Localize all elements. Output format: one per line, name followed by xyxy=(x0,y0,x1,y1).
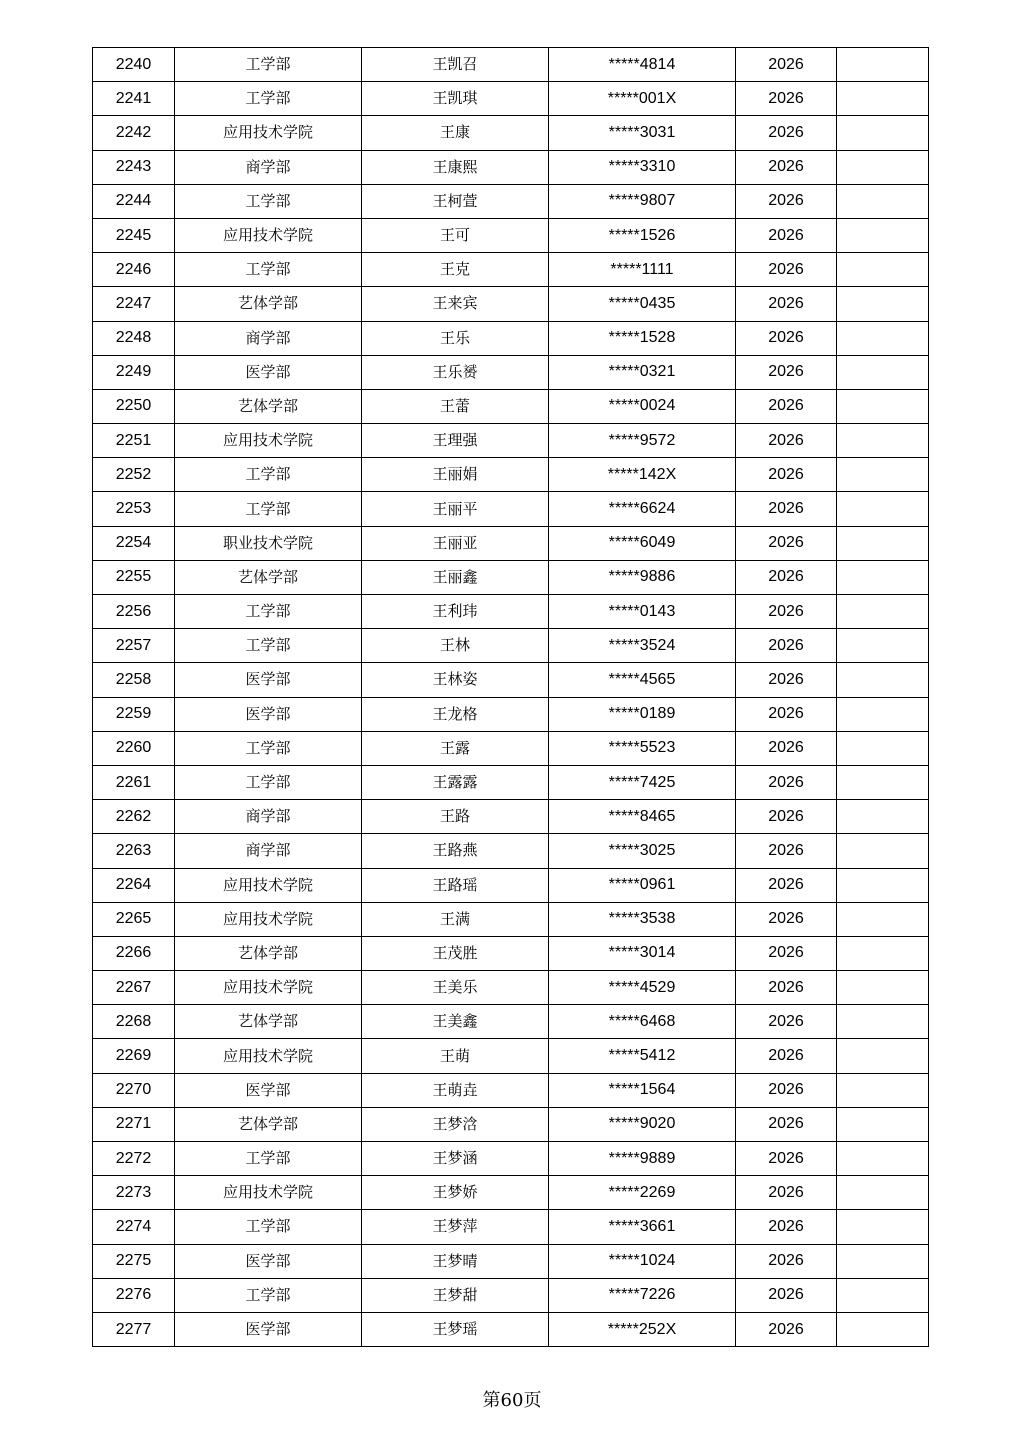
student-name-cell: 王露 xyxy=(362,731,549,765)
year-cell: 2026 xyxy=(736,595,837,629)
department-cell: 艺体学部 xyxy=(175,1005,362,1039)
table-row xyxy=(93,458,929,492)
department-cell: 应用技术学院 xyxy=(175,116,362,150)
table-row xyxy=(93,765,929,799)
id-number-cell: *****3025 xyxy=(549,834,736,868)
row-number-cell: 2255 xyxy=(93,560,175,594)
department-cell: 应用技术学院 xyxy=(175,868,362,902)
department-cell: 工学部 xyxy=(175,253,362,287)
table-row xyxy=(93,1005,929,1039)
year-cell: 2026 xyxy=(736,82,837,116)
id-number-cell: *****9572 xyxy=(549,424,736,458)
student-name-cell: 王萌 xyxy=(362,1039,549,1073)
row-number-cell: 2267 xyxy=(93,971,175,1005)
remark-cell xyxy=(837,389,929,423)
year-cell: 2026 xyxy=(736,1210,837,1244)
row-number-cell: 2245 xyxy=(93,218,175,252)
id-number-cell: *****3661 xyxy=(549,1210,736,1244)
year-cell: 2026 xyxy=(736,1142,837,1176)
department-cell: 工学部 xyxy=(175,492,362,526)
table-row xyxy=(93,1142,929,1176)
department-cell: 工学部 xyxy=(175,184,362,218)
row-number-cell: 2265 xyxy=(93,902,175,936)
row-number-cell: 2264 xyxy=(93,868,175,902)
table-row xyxy=(93,492,929,526)
table-row xyxy=(93,1312,929,1346)
row-number-cell: 2261 xyxy=(93,765,175,799)
student-name-cell: 王龙格 xyxy=(362,697,549,731)
row-number-cell: 2276 xyxy=(93,1278,175,1312)
year-cell: 2026 xyxy=(736,116,837,150)
department-cell: 应用技术学院 xyxy=(175,971,362,1005)
remark-cell xyxy=(837,1210,929,1244)
student-name-cell: 王林姿 xyxy=(362,663,549,697)
year-cell: 2026 xyxy=(736,1244,837,1278)
remark-cell xyxy=(837,253,929,287)
id-number-cell: *****4814 xyxy=(549,48,736,82)
remark-cell xyxy=(837,629,929,663)
table-row xyxy=(93,184,929,218)
table-row xyxy=(93,1278,929,1312)
table-row xyxy=(93,218,929,252)
remark-cell xyxy=(837,971,929,1005)
department-cell: 应用技术学院 xyxy=(175,1039,362,1073)
row-number-cell: 2250 xyxy=(93,389,175,423)
department-cell: 艺体学部 xyxy=(175,287,362,321)
year-cell: 2026 xyxy=(736,1176,837,1210)
year-cell: 2026 xyxy=(736,355,837,389)
id-number-cell: *****9807 xyxy=(549,184,736,218)
row-number-cell: 2244 xyxy=(93,184,175,218)
remark-cell xyxy=(837,902,929,936)
id-number-cell: *****3538 xyxy=(549,902,736,936)
department-cell: 工学部 xyxy=(175,1278,362,1312)
department-cell: 艺体学部 xyxy=(175,1107,362,1141)
table-row xyxy=(93,936,929,970)
row-number-cell: 2277 xyxy=(93,1312,175,1346)
remark-cell xyxy=(837,184,929,218)
student-name-cell: 王梦甜 xyxy=(362,1278,549,1312)
remark-cell xyxy=(837,492,929,526)
table-row xyxy=(93,868,929,902)
department-cell: 工学部 xyxy=(175,765,362,799)
id-number-cell: *****0189 xyxy=(549,697,736,731)
student-name-cell: 王柯萱 xyxy=(362,184,549,218)
table-row xyxy=(93,321,929,355)
id-number-cell: *****001X xyxy=(549,82,736,116)
row-number-cell: 2270 xyxy=(93,1073,175,1107)
student-name-cell: 王梦娇 xyxy=(362,1176,549,1210)
student-name-cell: 王路燕 xyxy=(362,834,549,868)
student-name-cell: 王满 xyxy=(362,902,549,936)
row-number-cell: 2262 xyxy=(93,800,175,834)
remark-cell xyxy=(837,595,929,629)
remark-cell xyxy=(837,1073,929,1107)
table-row xyxy=(93,731,929,765)
id-number-cell: *****7226 xyxy=(549,1278,736,1312)
remark-cell xyxy=(837,1142,929,1176)
row-number-cell: 2251 xyxy=(93,424,175,458)
year-cell: 2026 xyxy=(736,389,837,423)
remark-cell xyxy=(837,800,929,834)
year-cell: 2026 xyxy=(736,424,837,458)
department-cell: 医学部 xyxy=(175,1312,362,1346)
student-name-cell: 王乐赟 xyxy=(362,355,549,389)
remark-cell xyxy=(837,1039,929,1073)
row-number-cell: 2273 xyxy=(93,1176,175,1210)
student-name-cell: 王乐 xyxy=(362,321,549,355)
table-row xyxy=(93,800,929,834)
table-row xyxy=(93,902,929,936)
id-number-cell: *****3014 xyxy=(549,936,736,970)
table-row xyxy=(93,697,929,731)
year-cell: 2026 xyxy=(736,1312,837,1346)
student-name-cell: 王凯召 xyxy=(362,48,549,82)
row-number-cell: 2260 xyxy=(93,731,175,765)
year-cell: 2026 xyxy=(736,1073,837,1107)
department-cell: 医学部 xyxy=(175,355,362,389)
remark-cell xyxy=(837,116,929,150)
year-cell: 2026 xyxy=(736,321,837,355)
id-number-cell: *****8465 xyxy=(549,800,736,834)
id-number-cell: *****1564 xyxy=(549,1073,736,1107)
row-number-cell: 2266 xyxy=(93,936,175,970)
year-cell: 2026 xyxy=(736,1278,837,1312)
remark-cell xyxy=(837,287,929,321)
table-row xyxy=(93,595,929,629)
year-cell: 2026 xyxy=(736,868,837,902)
student-name-cell: 王蕾 xyxy=(362,389,549,423)
table-row xyxy=(93,1073,929,1107)
id-number-cell: *****1111 xyxy=(549,253,736,287)
year-cell: 2026 xyxy=(736,765,837,799)
department-cell: 工学部 xyxy=(175,48,362,82)
year-cell: 2026 xyxy=(736,1005,837,1039)
student-name-cell: 王丽平 xyxy=(362,492,549,526)
id-number-cell: *****3031 xyxy=(549,116,736,150)
row-number-cell: 2248 xyxy=(93,321,175,355)
remark-cell xyxy=(837,765,929,799)
student-name-cell: 王丽娟 xyxy=(362,458,549,492)
student-name-cell: 王理强 xyxy=(362,424,549,458)
id-number-cell: *****0435 xyxy=(549,287,736,321)
department-cell: 艺体学部 xyxy=(175,389,362,423)
table-row xyxy=(93,48,929,82)
row-number-cell: 2246 xyxy=(93,253,175,287)
row-number-cell: 2258 xyxy=(93,663,175,697)
student-name-cell: 王康 xyxy=(362,116,549,150)
roster-table-body xyxy=(93,48,929,1347)
remark-cell xyxy=(837,424,929,458)
student-name-cell: 王克 xyxy=(362,253,549,287)
id-number-cell: *****0024 xyxy=(549,389,736,423)
year-cell: 2026 xyxy=(736,150,837,184)
student-name-cell: 王美乐 xyxy=(362,971,549,1005)
row-number-cell: 2252 xyxy=(93,458,175,492)
year-cell: 2026 xyxy=(736,560,837,594)
student-name-cell: 王梦萍 xyxy=(362,1210,549,1244)
remark-cell xyxy=(837,936,929,970)
row-number-cell: 2247 xyxy=(93,287,175,321)
department-cell: 工学部 xyxy=(175,82,362,116)
student-name-cell: 王来宾 xyxy=(362,287,549,321)
id-number-cell: *****6468 xyxy=(549,1005,736,1039)
year-cell: 2026 xyxy=(736,629,837,663)
remark-cell xyxy=(837,150,929,184)
table-row xyxy=(93,253,929,287)
id-number-cell: *****4565 xyxy=(549,663,736,697)
row-number-cell: 2256 xyxy=(93,595,175,629)
remark-cell xyxy=(837,458,929,492)
table-row xyxy=(93,971,929,1005)
year-cell: 2026 xyxy=(736,834,837,868)
remark-cell xyxy=(837,663,929,697)
id-number-cell: *****0321 xyxy=(549,355,736,389)
department-cell: 工学部 xyxy=(175,1210,362,1244)
table-row xyxy=(93,150,929,184)
table-row xyxy=(93,1176,929,1210)
department-cell: 医学部 xyxy=(175,1073,362,1107)
year-cell: 2026 xyxy=(736,971,837,1005)
student-name-cell: 王利玮 xyxy=(362,595,549,629)
id-number-cell: *****7425 xyxy=(549,765,736,799)
id-number-cell: *****0961 xyxy=(549,868,736,902)
table-row xyxy=(93,82,929,116)
year-cell: 2026 xyxy=(736,663,837,697)
id-number-cell: *****6049 xyxy=(549,526,736,560)
year-cell: 2026 xyxy=(736,731,837,765)
remark-cell xyxy=(837,1312,929,1346)
remark-cell xyxy=(837,868,929,902)
year-cell: 2026 xyxy=(736,492,837,526)
student-name-cell: 王美鑫 xyxy=(362,1005,549,1039)
page-number: 第60页 xyxy=(482,1390,542,1411)
student-name-cell: 王梦瑶 xyxy=(362,1312,549,1346)
row-number-cell: 2274 xyxy=(93,1210,175,1244)
remark-cell xyxy=(837,560,929,594)
id-number-cell: *****5523 xyxy=(549,731,736,765)
row-number-cell: 2269 xyxy=(93,1039,175,1073)
remark-cell xyxy=(837,82,929,116)
student-name-cell: 王路 xyxy=(362,800,549,834)
id-number-cell: *****2269 xyxy=(549,1176,736,1210)
department-cell: 商学部 xyxy=(175,834,362,868)
table-row xyxy=(93,355,929,389)
remark-cell xyxy=(837,731,929,765)
department-cell: 商学部 xyxy=(175,150,362,184)
year-cell: 2026 xyxy=(736,1107,837,1141)
student-name-cell: 王康熙 xyxy=(362,150,549,184)
student-name-cell: 王梦浛 xyxy=(362,1107,549,1141)
department-cell: 工学部 xyxy=(175,595,362,629)
row-number-cell: 2240 xyxy=(93,48,175,82)
department-cell: 应用技术学院 xyxy=(175,902,362,936)
row-number-cell: 2253 xyxy=(93,492,175,526)
row-number-cell: 2243 xyxy=(93,150,175,184)
department-cell: 工学部 xyxy=(175,458,362,492)
year-cell: 2026 xyxy=(736,902,837,936)
id-number-cell: *****9889 xyxy=(549,1142,736,1176)
table-row xyxy=(93,1039,929,1073)
id-number-cell: *****252X xyxy=(549,1312,736,1346)
remark-cell xyxy=(837,1005,929,1039)
department-cell: 应用技术学院 xyxy=(175,424,362,458)
row-number-cell: 2259 xyxy=(93,697,175,731)
student-name-cell: 王萌垚 xyxy=(362,1073,549,1107)
remark-cell xyxy=(837,1176,929,1210)
table-row xyxy=(93,629,929,663)
row-number-cell: 2249 xyxy=(93,355,175,389)
year-cell: 2026 xyxy=(736,697,837,731)
remark-cell xyxy=(837,355,929,389)
id-number-cell: *****1024 xyxy=(549,1244,736,1278)
id-number-cell: *****3524 xyxy=(549,629,736,663)
id-number-cell: *****9886 xyxy=(549,560,736,594)
student-name-cell: 王丽亚 xyxy=(362,526,549,560)
remark-cell xyxy=(837,321,929,355)
department-cell: 商学部 xyxy=(175,321,362,355)
remark-cell xyxy=(837,697,929,731)
id-number-cell: *****1528 xyxy=(549,321,736,355)
id-number-cell: *****3310 xyxy=(549,150,736,184)
table-row xyxy=(93,560,929,594)
table-row xyxy=(93,1244,929,1278)
row-number-cell: 2257 xyxy=(93,629,175,663)
remark-cell xyxy=(837,1107,929,1141)
year-cell: 2026 xyxy=(736,253,837,287)
row-number-cell: 2242 xyxy=(93,116,175,150)
row-number-cell: 2241 xyxy=(93,82,175,116)
id-number-cell: *****6624 xyxy=(549,492,736,526)
department-cell: 艺体学部 xyxy=(175,560,362,594)
remark-cell xyxy=(837,834,929,868)
department-cell: 工学部 xyxy=(175,731,362,765)
remark-cell xyxy=(837,1244,929,1278)
year-cell: 2026 xyxy=(736,526,837,560)
table-row xyxy=(93,834,929,868)
student-name-cell: 王梦晴 xyxy=(362,1244,549,1278)
table-row xyxy=(93,1210,929,1244)
year-cell: 2026 xyxy=(736,1039,837,1073)
student-name-cell: 王可 xyxy=(362,218,549,252)
student-name-cell: 王梦涵 xyxy=(362,1142,549,1176)
year-cell: 2026 xyxy=(736,184,837,218)
table-row xyxy=(93,424,929,458)
row-number-cell: 2268 xyxy=(93,1005,175,1039)
id-number-cell: *****0143 xyxy=(549,595,736,629)
student-name-cell: 王林 xyxy=(362,629,549,663)
year-cell: 2026 xyxy=(736,800,837,834)
table-row xyxy=(93,287,929,321)
table-row xyxy=(93,663,929,697)
year-cell: 2026 xyxy=(736,936,837,970)
row-number-cell: 2275 xyxy=(93,1244,175,1278)
department-cell: 商学部 xyxy=(175,800,362,834)
department-cell: 医学部 xyxy=(175,697,362,731)
id-number-cell: *****4529 xyxy=(549,971,736,1005)
student-name-cell: 王凯琪 xyxy=(362,82,549,116)
row-number-cell: 2272 xyxy=(93,1142,175,1176)
table-row xyxy=(93,389,929,423)
remark-cell xyxy=(837,218,929,252)
department-cell: 工学部 xyxy=(175,629,362,663)
id-number-cell: *****1526 xyxy=(549,218,736,252)
department-cell: 应用技术学院 xyxy=(175,218,362,252)
department-cell: 医学部 xyxy=(175,663,362,697)
row-number-cell: 2271 xyxy=(93,1107,175,1141)
table-row xyxy=(93,116,929,150)
remark-cell xyxy=(837,48,929,82)
roster-table xyxy=(92,47,929,1347)
id-number-cell: *****142X xyxy=(549,458,736,492)
department-cell: 医学部 xyxy=(175,1244,362,1278)
department-cell: 职业技术学院 xyxy=(175,526,362,560)
remark-cell xyxy=(837,526,929,560)
student-name-cell: 王丽鑫 xyxy=(362,560,549,594)
student-name-cell: 王露露 xyxy=(362,765,549,799)
id-number-cell: *****5412 xyxy=(549,1039,736,1073)
remark-cell xyxy=(837,1278,929,1312)
department-cell: 工学部 xyxy=(175,1142,362,1176)
department-cell: 应用技术学院 xyxy=(175,1176,362,1210)
year-cell: 2026 xyxy=(736,48,837,82)
table-row xyxy=(93,526,929,560)
year-cell: 2026 xyxy=(736,458,837,492)
table-row xyxy=(93,1107,929,1141)
year-cell: 2026 xyxy=(736,218,837,252)
student-name-cell: 王路瑶 xyxy=(362,868,549,902)
year-cell: 2026 xyxy=(736,287,837,321)
student-name-cell: 王茂胜 xyxy=(362,936,549,970)
department-cell: 艺体学部 xyxy=(175,936,362,970)
row-number-cell: 2263 xyxy=(93,834,175,868)
row-number-cell: 2254 xyxy=(93,526,175,560)
id-number-cell: *****9020 xyxy=(549,1107,736,1141)
